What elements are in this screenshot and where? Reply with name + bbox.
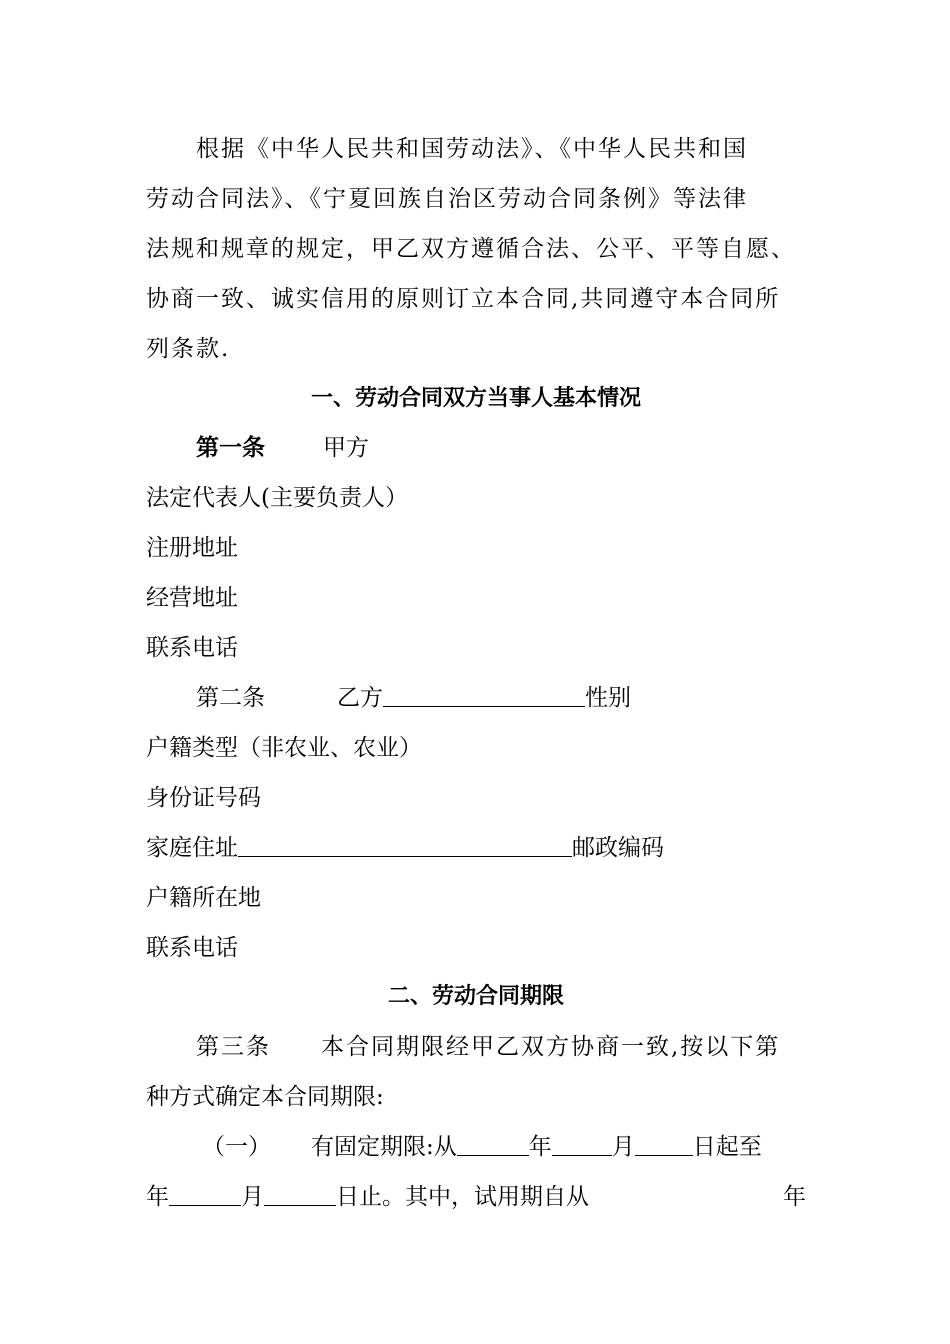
section1-title: 一、劳动合同双方当事人基本情况 <box>310 386 641 411</box>
article3-line-1 <box>146 1029 806 1065</box>
postal-code-label: 邮政编码 <box>572 835 664 861</box>
article3-line-2: 种方式确定本合同期限: <box>146 1084 384 1110</box>
home-address-blank[interactable] <box>238 830 572 857</box>
clause1-year: 年 <box>528 1134 552 1160</box>
article2-party: 乙方 <box>337 685 383 711</box>
article2-label: 第二条 <box>196 685 265 711</box>
start-month-blank[interactable] <box>552 1129 612 1156</box>
start-day-blank[interactable] <box>635 1129 693 1156</box>
party-b-name-blank[interactable] <box>383 680 585 707</box>
field-home-address-line <box>146 830 806 866</box>
home-address-label: 家庭住址 <box>146 835 238 861</box>
field-party-a-phone: 联系电话 <box>146 635 238 661</box>
field-id-number: 身份证号码 <box>146 785 261 811</box>
clause1-day-from: 日起至 <box>692 1134 762 1160</box>
end-month-blank[interactable] <box>169 1179 241 1206</box>
field-household-location: 户籍所在地 <box>146 885 261 911</box>
article1-line <box>146 430 806 466</box>
field-registered-address: 注册地址 <box>146 535 238 561</box>
clause1-year3: 年 <box>783 1184 806 1210</box>
clause1-month2: 月 <box>241 1184 264 1210</box>
start-year-blank[interactable] <box>457 1129 529 1156</box>
clause1-line-2 <box>146 1179 806 1215</box>
end-day-blank[interactable] <box>264 1179 336 1206</box>
field-business-address: 经营地址 <box>146 585 238 611</box>
article3-text-1: 本合同期限经甲乙双方协商一致,按以下第 <box>321 1034 781 1060</box>
article2-line <box>146 680 806 716</box>
field-household-type: 户籍类型（非农业、农业） <box>146 735 422 761</box>
article1-party: 甲方 <box>323 435 369 461</box>
clause1-month: 月 <box>611 1134 635 1160</box>
intro-line-3: 法规和规章的规定，甲乙双方遵循合法、公平、平等自愿、 <box>146 236 796 262</box>
section2-title: 二、劳动合同期限 <box>387 984 564 1009</box>
clause1-label: （一） <box>202 1134 271 1160</box>
intro-line-2: 劳动合同法》、《宁夏回族自治区劳动合同条例》等法律 <box>146 186 748 212</box>
field-legal-rep: 法定代表人(主要负责人） <box>146 485 408 511</box>
intro-line-4: 协商一致、诚实信用的原则订立本合同,共同遵守本合同所 <box>146 286 781 312</box>
article3-label: 第三条 <box>196 1034 271 1060</box>
intro-line-5: 列条款. <box>146 336 231 362</box>
intro-line-1 <box>146 131 806 167</box>
clause1-year2: 年 <box>146 1184 169 1210</box>
intro-text-1: 根据《中华人民共和国劳动法》、《中华人民共和国 <box>196 136 748 162</box>
clause1-line-1 <box>146 1129 806 1165</box>
clause1-prefix: 有固定期限:从 <box>311 1134 457 1160</box>
field-party-b-phone: 联系电话 <box>146 935 238 961</box>
gender-label: 性别 <box>585 685 631 711</box>
clause1-day-to: 日止。其中，试用期自从 <box>336 1184 589 1210</box>
article1-label: 第一条 <box>196 435 265 461</box>
